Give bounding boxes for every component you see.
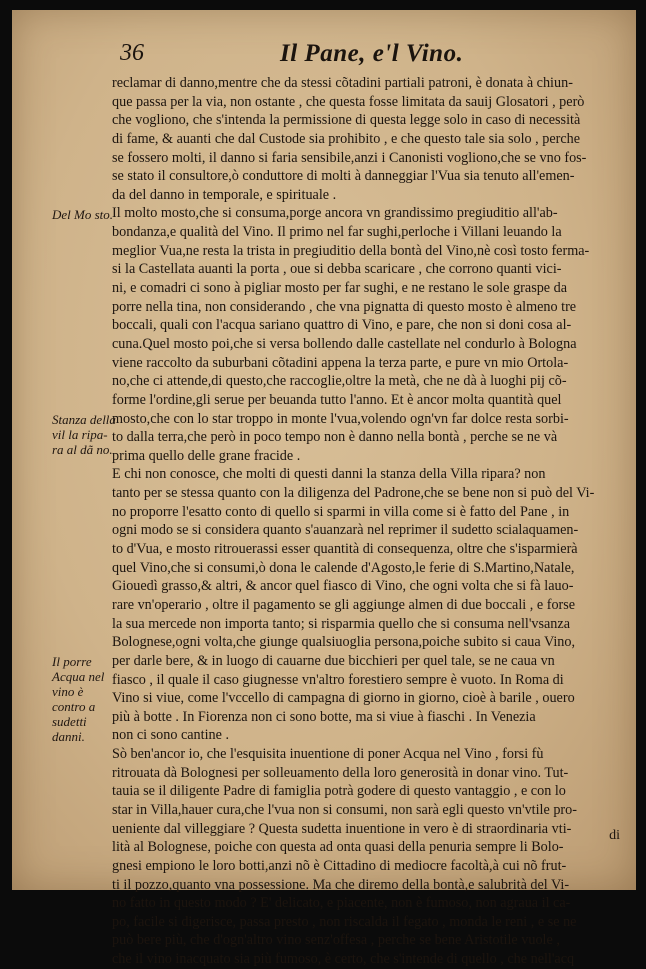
margin-note: Il porre Acqua nel vino è contro a sudetti danni. [52, 654, 105, 745]
text-line: Bolognese,ogni volta,che giunge qualsiuoglia persona,poiche subito si caua Vino, [112, 634, 576, 651]
text-line: più à botte . In Fiorenza non ci sono botte, ma si viue à fiaschi . In Venezia [112, 708, 536, 725]
book-page [12, 10, 636, 968]
text-line: Giouedì grasso,& altri, & ancor quel fiasco di Vino, che ogni volta che si fà lauo- [112, 578, 574, 595]
text-line: non ci sono cantine . [112, 727, 230, 744]
text-line: se stato il consultore,ò conduttore di molti à danneggiar l'Vua sia tenuto all'emen- [112, 168, 575, 185]
text-line: ritrouata dà Bolognesi per solleuamento della loro generosità in donar vino. Tut- [112, 764, 569, 781]
text-line: di fame, & auanti che dal Custode sia prohibito , e che questo tale sia solo , perche [112, 130, 581, 147]
text-line: boccali, quali con l'acqua sariano quattro di Vino, e pare, che non si doni cosa al- [112, 317, 572, 334]
margin-note: Stanza della vil la ripa- ra al dã no. [52, 411, 116, 457]
text-line: Il molto mosto,che si consuma,porge ancora vn grandissimo pregiuditio all'ab- [112, 205, 558, 222]
text-line: la sua mercede non importa tanto; si risparmia quello che si consuma nell'vsanza [112, 615, 570, 632]
text-line: to d'Vua, e mosto ritrouerassi esser quantità di consequenza, oltre che s'isparmierà [112, 541, 578, 558]
text-line: da del danno in temporale, e spirituale . [112, 186, 337, 203]
text-line: no,che ci attende,di questo,che raccoglie,oltre la metà, che ne dà à luoghi pij cõ- [112, 373, 567, 390]
text-line: Sò ben'ancor io, che l'esquisita inuentione di poner Acqua nel Vino , forsi fù [112, 746, 544, 763]
text-line: per darle bere, & in luogo di cauarne due bicchieri per quel tale, se ne caua vn [112, 652, 555, 669]
text-line: tauia se il diligente Padre di famiglia potrà godere di questo vantaggio , e con lo [112, 783, 566, 800]
text-line: star in Villa,hauer cura,che l'vua non si consumi, non sarà egli questo vn'vtile pro- [112, 801, 577, 818]
text-line: lità al Bolognese, poiche con questa ad onta quasi della penuria sempre li Bolo- [112, 839, 564, 856]
margin-note: Del Mo sto. [52, 206, 114, 222]
text-line: se fossero molti, il danno si faria sensibile,anzi i Canonisti vogliono,che se vno fos- [112, 149, 587, 166]
text-line: po, facile si digerisce, passa presto , non riscalda il fegato , monda le reni , e se ne [112, 913, 577, 930]
body-text [112, 74, 628, 969]
text-line: forme l'ordine,gli serue per beuanda tutto l'anno. Et è ancor molta quantità quel [112, 391, 562, 408]
text-line: tanto per se stessa quanto con la diligenza del Padrone,che se bene non si può del Vi- [112, 485, 595, 502]
text-line: fiasco , il quale il caso giugnesse vn'altro forestiero sempre è vuoto. In Roma di [112, 671, 564, 688]
text-line: che vogliono, che s'intenda la permissione di questa legge solo in caso di necessità [112, 112, 581, 129]
text-line: mosto,che con lo star troppo in monte l'vua,volendo ogn'vn far dolce resta sorbi- [112, 410, 569, 427]
running-title: Il Pane, e'l Vino. [280, 40, 464, 67]
page-header [120, 40, 500, 70]
catchword: di [609, 828, 620, 843]
text-line: che il vino inacquato sia più fumoso, è certo, che s'intende di quello , che nell'acq [112, 951, 575, 968]
text-line: rare vn'operario , oltre il pagamento se gli aggiunge almen di due boccali , e forse [112, 596, 576, 613]
text-line: viene raccolto da suburbani cõtadini appena la terza parte, e pure vn mio Ortola- [112, 354, 569, 371]
text-line: quel Vino,che si consumi,ò dona le calende d'Agosto,le ferie di S.Martino,Natale, [112, 559, 575, 576]
text-line: gnesi empiono le loro botti,anzi nõ è Cittadino di mediocre facoltà,à cui nõ frut- [112, 857, 567, 874]
text-line: no proporre l'esatto conto di quello si sparmi in villa come si è fatto del Pane , in [112, 503, 570, 520]
text-line: no fatto in questo modo ? E' delicato, e piacente, non è fumoso, non agraua il ca- [112, 895, 571, 912]
text-line: E chi non conosce, che molti di questi danni la stanza della Villa ripara? non [112, 466, 546, 483]
text-line: ogni modo se si considera quanto s'auanzarà nel reprimer il sudetto scialaquamen- [112, 522, 579, 539]
text-line: porre nella tina, non considerando , che vna pignatta di questo mosto è almeno tre [112, 298, 577, 315]
text-line: to dalla terra,che però in poco tempo non è danno nella bontà , perche se ne và [112, 429, 558, 446]
text-line: que passa per la via, non ostante , che questa fosse limitata da sauij Glosatori , però [112, 93, 585, 110]
page-number: 36 [120, 40, 144, 66]
text-line: bondanza,e qualità del Vino. Il primo nel far sughi,perloche i Villani leuando la [112, 224, 562, 241]
text-line: ni, e comadri ci sono à pigliar mosto per far sughi, e ne restano le sole graspe da [112, 280, 568, 297]
text-line: reclamar di danno,mentre che da stessi cõtadini partiali patroni, è donata à chiun- [112, 75, 573, 91]
text-line: si la Castellata auanti la porta , oue si debba scaricare , che corrono quanti vici- [112, 261, 562, 278]
text-line: Vino si viue, come l'vccello di campagna di giorno in giorno, cioè à barile , ouero [112, 690, 575, 707]
text-line: meglior Vua,ne resta la trista in pregiuditio della bontà del Vino,nè così tosto ferma- [112, 242, 590, 259]
text-line: può bere più, che d'ogn'altro vino senz'offesa , perche se bene Aristotile vuole , [112, 932, 560, 949]
text-line: prima quello delle grane fracide . [112, 447, 301, 464]
text-line: cuna.Quel mosto poi,che si versa bollendo dalle castellate nel condurlo à Bologna [112, 335, 577, 352]
text-line: ti il pozzo,quanto vna possessione. Ma che diremo della bontà,e salubrità del Vi- [112, 876, 570, 893]
text-line: ueniente dal villeggiare ? Questa sudetta inuentione in vero è di straordinaria vti- [112, 820, 572, 837]
